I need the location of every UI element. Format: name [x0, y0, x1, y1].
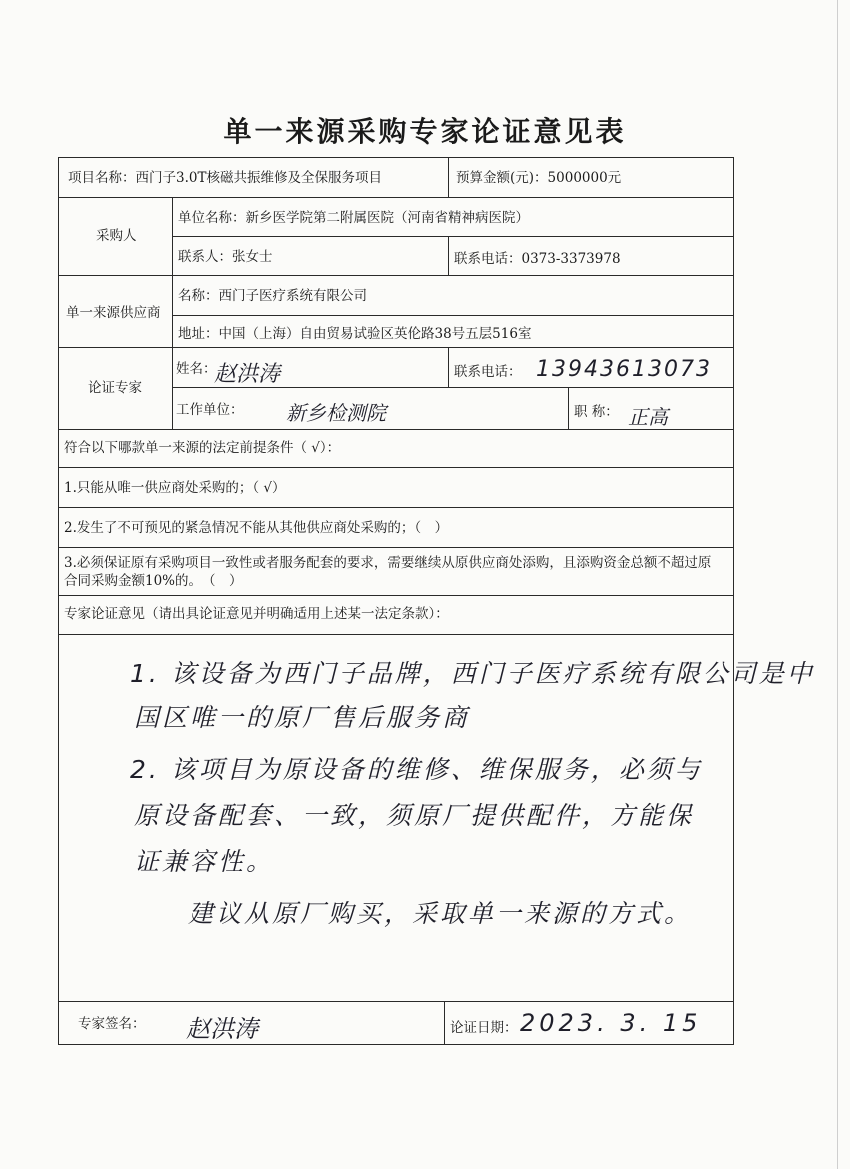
purchaser-unit-field — [178, 209, 529, 227]
supplier-name-value: 西门子医疗系统有限公司 — [218, 288, 367, 304]
opinion-line-5: 证兼容性。 — [134, 847, 275, 876]
expert-heading: 论证专家 — [88, 380, 142, 396]
table-border-bottom — [58, 1044, 734, 1045]
signature-handwriting: 赵洪涛 — [186, 1015, 258, 1043]
expert-phone-label: 联系电话： — [454, 364, 522, 380]
date-label: 论证日期： — [450, 1020, 518, 1036]
supplier-address-value: 中国（上海）自由贸易试验区英伦路38号五层516室 — [218, 326, 532, 342]
col-line — [448, 347, 449, 387]
supplier-heading: 单一来源供应商 — [66, 305, 161, 321]
purchaser-unit-value: 新乡医学院第二附属医院（河南省精神病医院） — [245, 210, 529, 226]
row-line — [58, 275, 734, 276]
purchaser-phone-field — [454, 250, 621, 268]
expert-name-label: 姓名： — [176, 361, 217, 377]
col-line — [568, 387, 569, 429]
condition-item-2: 2.发生了不可预见的紧急情况不能从其他供应商处采购的；（ ） — [64, 520, 449, 536]
row-line — [58, 1001, 734, 1002]
col-line — [448, 157, 449, 197]
col-line — [448, 236, 449, 275]
row-line — [58, 467, 734, 468]
row-line — [58, 197, 734, 198]
expert-work-handwriting: 新乡检测院 — [286, 401, 386, 425]
conditions-header: 符合以下哪款单一来源的法定前提条件（ √）： — [64, 440, 341, 456]
opinion-line-6: 建议从原厂购买，采取单一来源的方式。 — [188, 899, 693, 928]
project-name-value: 西门子3.0T核磁共振维修及全保服务项目 — [135, 170, 382, 186]
budget-label: 预算金额(元)： — [456, 170, 548, 186]
budget-value: 5000000元 — [547, 170, 622, 186]
budget-field — [456, 169, 621, 187]
signature-label: 专家签名： — [78, 1016, 146, 1032]
purchaser-contact-label: 联系人： — [178, 249, 232, 265]
purchaser-heading: 采购人 — [96, 228, 137, 244]
supplier-address-field — [178, 325, 531, 343]
table-border-right — [733, 157, 734, 1045]
page-title: 单一来源采购专家论证意见表 — [223, 115, 627, 148]
expert-title-label: 职 称： — [574, 404, 619, 420]
condition-item-3: 3.必须保证原有采购项目一致性或者服务配套的要求，需要继续从原供应商处添购，且添购资金总额不超过原合同采购金额10%的。 （ ） — [64, 555, 712, 589]
row-line — [58, 595, 734, 596]
opinion-line-2: 国区唯一的原厂售后服务商 — [134, 703, 471, 732]
project-name-label: 项目名称： — [68, 170, 136, 186]
col-line — [172, 197, 173, 429]
table-border-top — [58, 157, 734, 158]
expert-title-handwriting: 正高 — [628, 405, 668, 429]
purchaser-phone-value: 0373-3373978 — [521, 251, 621, 267]
supplier-name-label: 名称： — [178, 288, 219, 304]
opinion-line-3: 2. 该项目为原设备的维修、维保服务，必须与 — [130, 755, 703, 784]
purchaser-unit-label: 单位名称： — [178, 210, 246, 226]
row-line — [58, 347, 734, 348]
row-line — [58, 547, 734, 548]
project-name-field — [68, 169, 382, 187]
purchaser-phone-label: 联系电话： — [454, 251, 522, 267]
row-line — [172, 315, 734, 316]
expert-phone-handwriting: 13943613073 — [536, 357, 712, 382]
supplier-name-field — [178, 287, 367, 305]
col-line — [444, 1001, 445, 1045]
condition-item-1: 1.只能从唯一供应商处采购的；（ √） — [64, 480, 286, 496]
date-handwriting: 2023. 3. 15 — [520, 1009, 702, 1037]
scan-edge-line — [837, 0, 838, 1169]
purchaser-contact-value: 张女士 — [232, 249, 273, 265]
opinion-header: 专家论证意见（请出具论证意见并明确适用上述某一法定条款）： — [64, 606, 449, 622]
expert-work-label: 工作单位： — [176, 402, 244, 418]
row-line — [58, 634, 734, 635]
row-line — [58, 507, 734, 508]
supplier-address-label: 地址： — [178, 326, 219, 342]
purchaser-contact-field — [178, 248, 273, 266]
table-border-left — [58, 157, 59, 1045]
opinion-line-4: 原设备配套、一致，须原厂提供配件，方能保 — [134, 801, 695, 830]
form-table — [58, 157, 815, 1045]
expert-name-handwriting: 赵洪涛 — [214, 362, 281, 387]
opinion-line-1: 1. 该设备为西门子品牌，西门子医疗系统有限公司是中 — [130, 659, 815, 688]
row-line — [172, 236, 734, 237]
